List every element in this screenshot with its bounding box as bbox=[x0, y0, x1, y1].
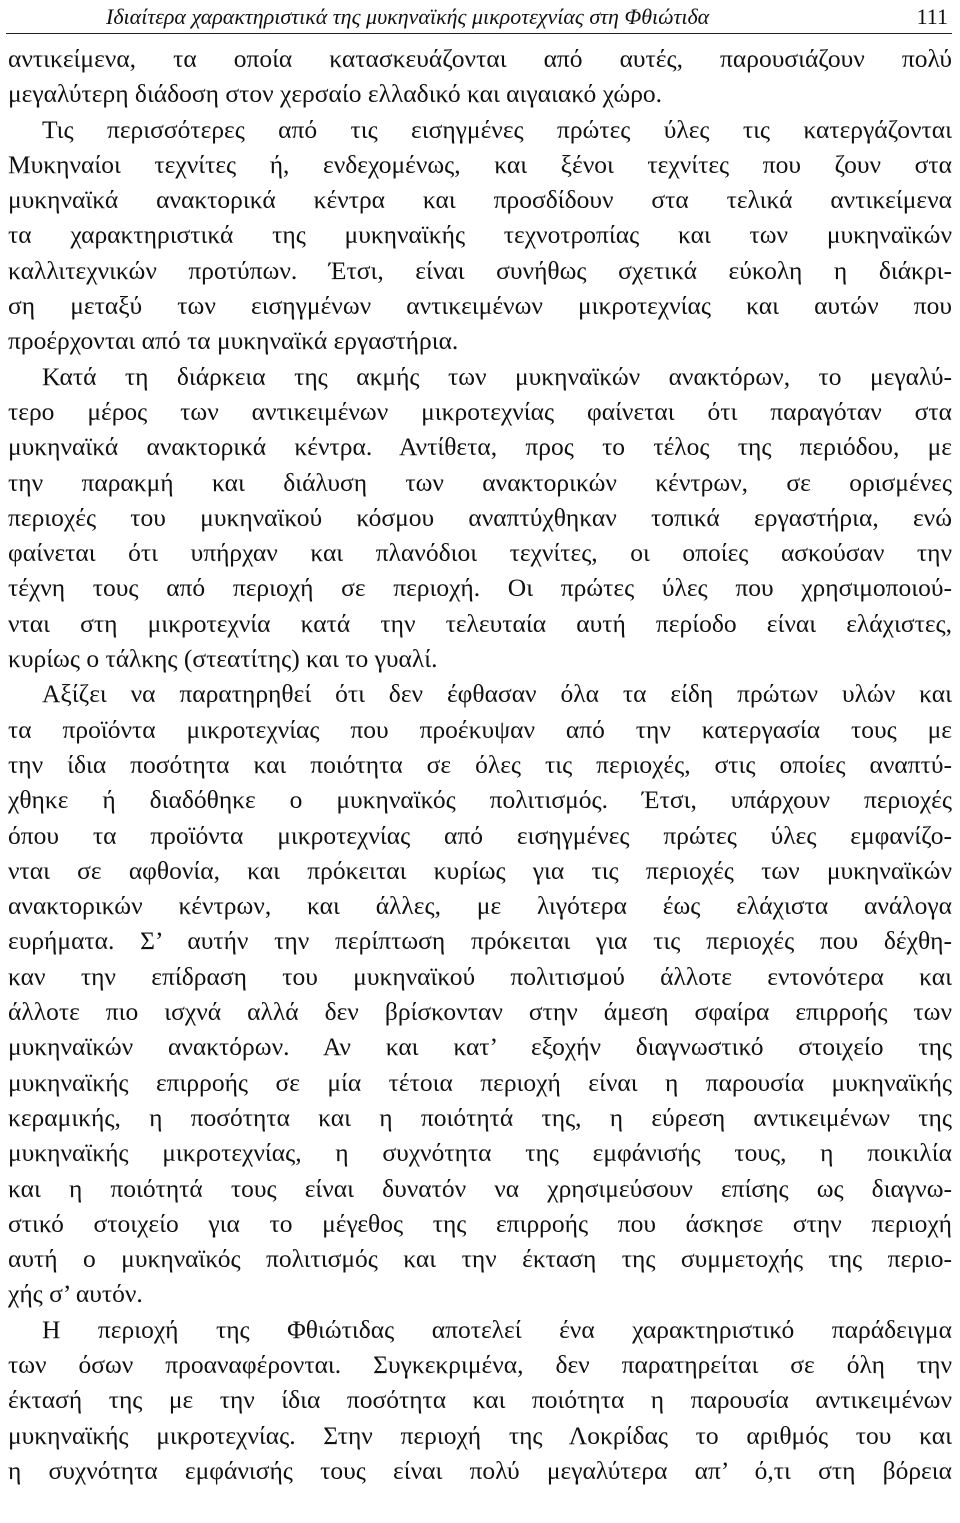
text-line: η συχνότητα εμφάνισής τους είναι πολύ μεγαλύτερα απ’ ό,τι στη βόρεια bbox=[8, 1455, 952, 1485]
text-line: νται στη μικροτεχνία κατά την τελευταία αυτή περίοδο είναι ελάχιστες, bbox=[8, 608, 952, 638]
paragraph bbox=[8, 359, 952, 677]
text-line: μεγαλύτερη διάδοση στον χερσαίο ελλαδικό και αιγαιακό χώρο. bbox=[8, 79, 663, 109]
text-line: μυκηναϊκής επιρροής σε μία τέτοια περιοχή είναι η παρουσία μυκηναϊκής bbox=[8, 1067, 952, 1097]
body-text bbox=[8, 41, 952, 1488]
text-line: μυκηναϊκά ανακτορικά κέντρα και προσδίδουν στα τελικά αντικείμενα bbox=[8, 185, 952, 215]
running-title: Ιδιαίτερα χαρακτηριστικά της μυκηναϊκής μικροτεχνίας στη Φθιώτιδα bbox=[106, 4, 710, 29]
text-line: μυκηναϊκής μικροτεχνίας. Στην περιοχή της Λοκρίδας το αριθμός του και bbox=[8, 1420, 952, 1450]
text-line: περιοχές του μυκηναϊκού κόσμου αναπτύχθηκαν τοπικά εργαστήρια, ενώ bbox=[8, 502, 952, 532]
text-line: αυτή ο μυκηναϊκός πολιτισμός και την έκταση της συμμετοχής της περιο- bbox=[8, 1244, 952, 1274]
paragraph bbox=[8, 1312, 952, 1488]
text-line: μυκηναϊκών ανακτόρων. Αν και κατ’ εξοχήν διαγνωστικό στοιχείο της bbox=[8, 1032, 952, 1062]
text-line: κεραμικής, η ποσότητα και η ποιότητά της, η εύρεση αντικειμένων της bbox=[8, 1102, 952, 1132]
text-line: ση μεταξύ των εισηγμένων αντικειμένων μικροτεχνίας και αυτών που bbox=[8, 291, 952, 321]
text-line: μυκηναϊκής μικροτεχνίας, η συχνότητα της εμφάνισής τους, η ποικιλία bbox=[8, 1138, 952, 1168]
text-line: Κατά τη διάρκεια της ακμής των μυκηναϊκών ανακτόρων, το μεγαλύ- bbox=[42, 361, 952, 391]
text-line: μυκηναϊκά ανακτορικά κέντρα. Αντίθετα, προς το τέλος της περιόδου, με bbox=[8, 432, 952, 462]
text-line: προέρχονται από τα μυκηναϊκά εργαστήρια. bbox=[8, 326, 459, 356]
text-line: χθηκε ή διαδόθηκε ο μυκηναϊκός πολιτισμός. Έτσι, υπάρχουν περιοχές bbox=[8, 785, 952, 815]
text-line: στικό στοιχείο για το μέγεθος της επιρροής που άσκησε στην περιοχή bbox=[8, 1208, 952, 1238]
text-line: όπου τα προϊόντα μικροτεχνίας από εισηγμένες πρώτες ύλες εμφανίζο- bbox=[8, 820, 952, 850]
text-line: τερο μέρος των αντικειμένων μικροτεχνίας φαίνεται ότι παραγόταν στα bbox=[8, 396, 952, 426]
text-line: κυρίως ο τάλκης (στεατίτης) και το γυαλί. bbox=[8, 644, 438, 674]
text-line: έκτασή της με την ίδια ποσότητα και ποιότητα η παρουσία αντικειμένων bbox=[8, 1385, 952, 1415]
text-line: τα προϊόντα μικροτεχνίας που προέκυψαν από την κατεργασία τους με bbox=[8, 714, 952, 744]
text-line: καν την επίδραση του μυκηναϊκού πολιτισμού άλλοτε εντονότερα και bbox=[8, 961, 952, 991]
text-line: νται σε αφθονία, και πρόκειται κυρίως για τις περιοχές των μυκηναϊκών bbox=[8, 855, 952, 885]
text-line: τα χαρακτηριστικά της μυκηναϊκής τεχνοτροπίας και των μυκηναϊκών bbox=[8, 220, 952, 250]
text-line: και η ποιότητά τους είναι δυνατόν να χρησιμεύσουν επίσης ως διαγνω- bbox=[8, 1173, 952, 1203]
text-line: χής σ’ αυτόν. bbox=[8, 1279, 143, 1309]
text-line: ανακτορικών κέντρων, και άλλες, με λιγότερα έως ελάχιστα ανάλογα bbox=[8, 891, 952, 921]
paragraph bbox=[8, 112, 952, 359]
paragraph bbox=[8, 41, 952, 112]
page-number: 111 bbox=[916, 4, 948, 29]
text-line: ευρήματα. Σ’ αυτήν την περίπτωση πρόκειται για τις περιοχές που δέχθη- bbox=[8, 926, 952, 956]
running-header bbox=[6, 0, 952, 34]
paragraph bbox=[8, 676, 952, 1311]
text-line: την παρακμή και διάλυση των ανακτορικών κέντρων, σε ορισμένες bbox=[8, 467, 952, 497]
text-line: Η περιοχή της Φθιώτιδας αποτελεί ένα χαρακτηριστικό παράδειγμα bbox=[42, 1314, 952, 1344]
text-line: άλλοτε πιο ισχνά αλλά δεν βρίσκονταν στην άμεση σφαίρα επιρροής των bbox=[8, 997, 952, 1027]
text-line: τέχνη τους από περιοχή σε περιοχή. Οι πρώτες ύλες που χρησιμοποιού- bbox=[8, 573, 952, 603]
text-line: αντικείμενα, τα οποία κατασκευάζονται από αυτές, παρουσιάζουν πολύ bbox=[8, 44, 952, 73]
text-line: Μυκηναίοι τεχνίτες ή, ενδεχομένως, και ξένοι τεχνίτες που ζουν στα bbox=[8, 149, 952, 179]
text-line: καλλιτεχνικών προτύπων. Έτσι, είναι συνήθως σχετικά εύκολη η διάκρι- bbox=[8, 255, 952, 285]
text-line: Αξίζει να παρατηρηθεί ότι δεν έφθασαν όλα τα είδη πρώτων υλών και bbox=[42, 679, 952, 709]
text-line: των όσων προαναφέρονται. Συγκεκριμένα, δεν παρατηρείται σε όλη την bbox=[8, 1349, 952, 1379]
text-line: φαίνεται ότι υπήρχαν και πλανόδιοι τεχνίτες, οι οποίες ασκούσαν την bbox=[8, 538, 952, 568]
text-line: Τις περισσότερες από τις εισηγμένες πρώτες ύλες τις κατεργάζονται bbox=[42, 114, 952, 144]
text-line: την ίδια ποσότητα και ποιότητα σε όλες τις περιοχές, στις οποίες αναπτύ- bbox=[8, 749, 952, 779]
